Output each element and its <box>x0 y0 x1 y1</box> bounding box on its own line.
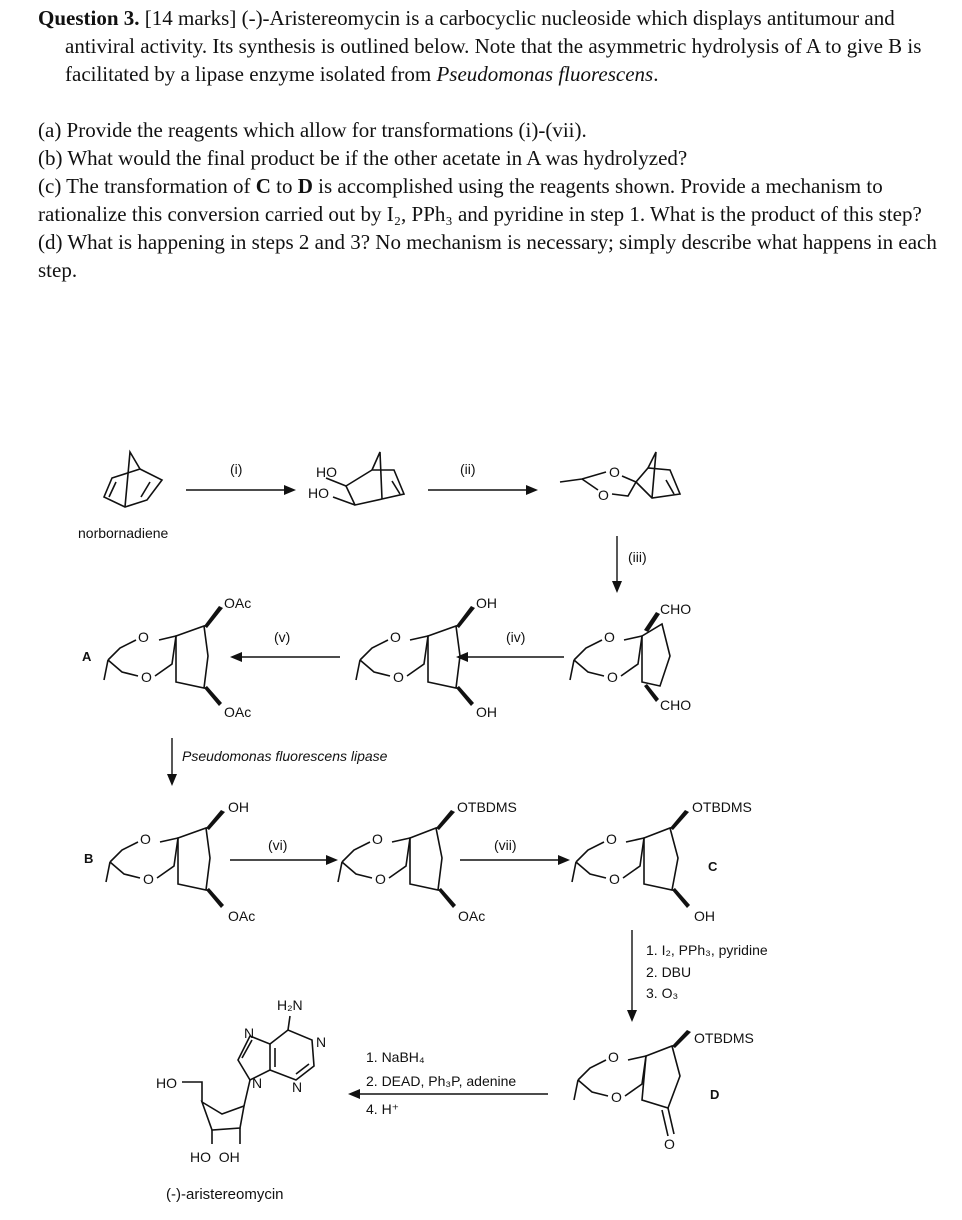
oh-label-diol-top: OH <box>476 595 497 611</box>
part-c-text-3: is accomplished using the reagents shown. Provide a mechanism to rationalize this conversion carried out by I₂, PPh₃ and pyridine in step 1. What is the product of this step? <box>38 174 922 226</box>
o-label-b-1: O <box>140 831 151 847</box>
arrow-ii-head <box>526 485 538 495</box>
label-d: D <box>710 1087 720 1102</box>
arrow-i-head <box>284 485 296 495</box>
o-label-a-2: O <box>141 669 152 685</box>
step-v-label: (v) <box>274 629 291 645</box>
step-i-label: (i) <box>230 461 243 477</box>
intro-end: . <box>653 62 659 86</box>
oac-label-tbs: OAc <box>458 908 486 924</box>
reagent-final-2: 2. DEAD, Ph₃P, adenine <box>366 1073 517 1089</box>
o-label-c-2: O <box>609 871 620 887</box>
step-iii-label: (iii) <box>628 549 647 565</box>
arrow-c-to-d-head <box>627 1010 637 1022</box>
aristereomycin-label: (-)-aristereomycin <box>166 1186 284 1203</box>
question-label: Question 3. <box>38 6 140 30</box>
o-label-d-carbonyl: O <box>664 1136 675 1152</box>
diol-norbornene-structure <box>326 452 404 505</box>
n-label-4: N <box>292 1079 303 1095</box>
label-b: B <box>84 851 94 866</box>
norbornadiene-structure <box>104 452 162 507</box>
intro-text: (-)-Aristereomycin is a carbocyclic nucleoside which displays antitumour and antiviral activity. Its synthesis is outlined below. Note that the asymmetric hydrolysis of A to give B is facilitated by a lipase enzyme isolated from <box>65 6 922 86</box>
compound-d-structure <box>574 1030 691 1136</box>
otbdms-label-1: OTBDMS <box>457 799 517 815</box>
otbdms-label-c: OTBDMS <box>692 799 752 815</box>
part-c-compound-c: C <box>255 174 271 198</box>
reagent-cd-3: 3. O₃ <box>646 985 679 1001</box>
lipase-label: Pseudomonas fluorescens lipase <box>182 748 388 764</box>
o-label-b-2: O <box>143 871 154 887</box>
part-a: (a) Provide the reagents which allow for transformations (i)-(vii). <box>38 118 587 142</box>
n-label-3: N <box>316 1034 327 1050</box>
arrow-vi-head <box>326 855 338 865</box>
oh-label-c: OH <box>694 908 715 924</box>
cho-label-top: CHO <box>660 601 692 617</box>
ho-label-2: HO <box>308 485 329 501</box>
label-c: C <box>708 859 718 874</box>
o-label-tbs-1: O <box>372 831 383 847</box>
diol-intermediate-structure <box>356 606 475 706</box>
label-a: A <box>82 649 92 664</box>
arrow-iv-head <box>456 652 468 662</box>
arrow-v-head <box>230 652 242 662</box>
oh-label-b: OH <box>228 799 249 815</box>
o-label-d-1: O <box>608 1049 619 1065</box>
step-ii-label: (ii) <box>460 461 476 477</box>
question-marks: [14 marks] <box>144 6 237 30</box>
reagent-final-1: 1. NaBH₄ <box>366 1049 425 1065</box>
cho-label-bottom: CHO <box>660 697 692 713</box>
reagent-cd-1: 1. I₂, PPh₃, pyridine <box>646 942 768 958</box>
oac-label-a-top: OAc <box>224 595 252 611</box>
reagent-cd-2: 2. DBU <box>646 964 692 980</box>
o-label-d-2: O <box>611 1089 622 1105</box>
part-c-text-2: to <box>276 174 293 198</box>
arrow-vii-head <box>558 855 570 865</box>
reagent-final-3: 4. H⁺ <box>366 1101 400 1117</box>
n-label-2: N <box>252 1075 263 1091</box>
oh-label-diol-bottom: OH <box>476 704 497 720</box>
nh2-label: H₂N <box>277 997 303 1013</box>
o-label-a-1: O <box>138 629 149 645</box>
diol-label-aristereomycin: HO OH <box>190 1149 240 1165</box>
o-label-ald-1: O <box>604 629 615 645</box>
otbdms-label-d: OTBDMS <box>694 1030 754 1046</box>
o-label-c-1: O <box>606 831 617 847</box>
oac-label-a-bottom: OAc <box>224 704 252 720</box>
step-vii-label: (vii) <box>494 837 517 853</box>
tbdms-acetate-structure <box>338 810 456 908</box>
dialdehyde-structure <box>570 612 670 702</box>
norbornadiene-label: norbornadiene <box>78 525 169 541</box>
part-c-text-1: (c) The transformation of <box>38 174 251 198</box>
organism-name: Pseudomonas fluorescens <box>436 62 654 86</box>
o-label-acetonide-1: O <box>609 464 620 480</box>
step-vi-label: (vi) <box>268 837 288 853</box>
o-label-ald-2: O <box>607 669 618 685</box>
o-label-acetonide-2: O <box>598 487 609 503</box>
compound-b-structure <box>106 810 225 908</box>
compound-c-structure <box>572 810 690 908</box>
acetonide-norbornene-structure <box>560 452 680 498</box>
n-label-1: N <box>244 1025 255 1041</box>
o-label-diol-2: O <box>393 669 404 685</box>
part-d: (d) What is happening in steps 2 and 3? No mechanism is necessary; simply describe what happens in each step. <box>38 230 937 282</box>
oac-label-b: OAc <box>228 908 256 924</box>
ho-label-aristereomycin: HO <box>156 1075 177 1091</box>
o-label-tbs-2: O <box>375 871 386 887</box>
part-c-compound-d: D <box>297 174 313 198</box>
arrow-iii-head <box>612 581 622 593</box>
arrow-lipase-head <box>167 774 177 786</box>
arrow-final-head <box>348 1089 360 1099</box>
compound-a-structure <box>104 606 223 706</box>
step-iv-label: (iv) <box>506 629 526 645</box>
part-b: (b) What would the final product be if the other acetate in A was hydrolyzed? <box>38 146 688 170</box>
ho-label-1: HO <box>316 464 337 480</box>
o-label-diol-1: O <box>390 629 401 645</box>
